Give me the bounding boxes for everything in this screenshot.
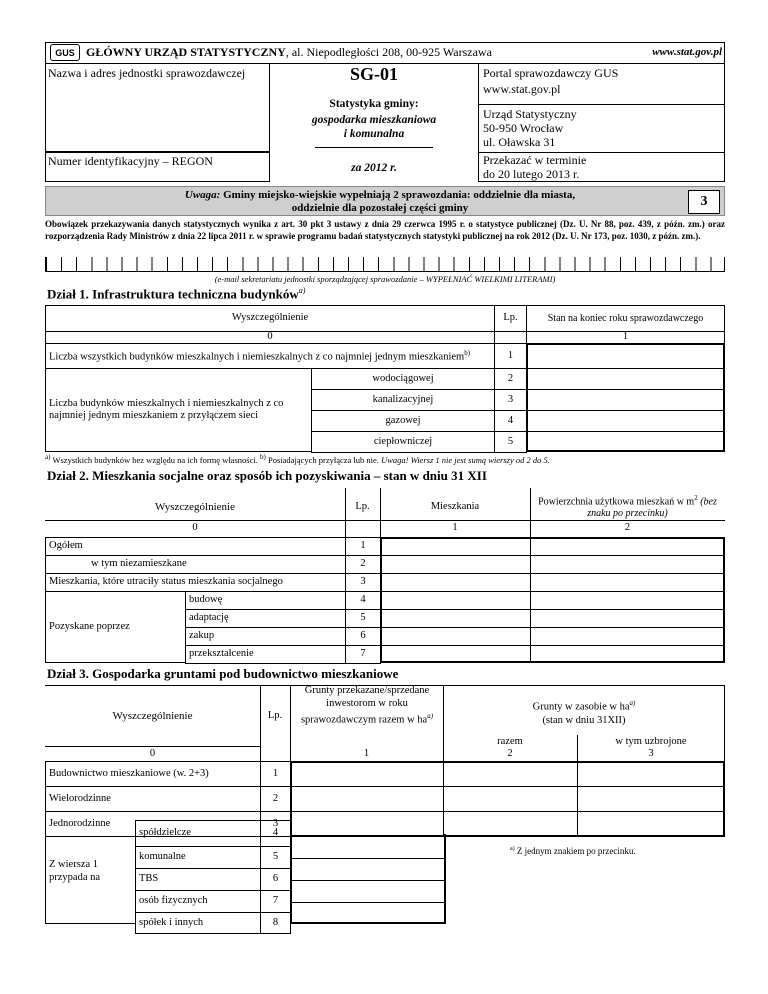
s2-h-m: Mieszkania (430, 500, 480, 512)
s3-footnote (510, 846, 636, 856)
s3-sub-lp: 7 (260, 890, 291, 913)
s3-fn-sup: a) (510, 846, 515, 852)
s1-title-sup: a) (298, 286, 306, 295)
s3-sub-label: spółdzielcze (135, 820, 261, 847)
s3-lp2: 2 (260, 786, 291, 812)
gus-logo: GUS (50, 44, 80, 61)
s2-title: Dział 2. Mieszkania socjalne oraz sposób ich pozyskiwania – stan w dniu 31 XII (47, 468, 487, 483)
s3-sub-lp: 6 (260, 868, 291, 891)
s1-value-lines (528, 368, 723, 452)
s3-title: Dział 3. Gospodarka gruntami pod budownictwo mieszkaniowe (47, 666, 399, 681)
s2-h-p1: Powierzchnia użytkowa mieszkań w m (538, 496, 695, 508)
deadline-line-1: Przekazać w terminie (483, 153, 587, 167)
website: www.stat.gov.pl (652, 46, 722, 58)
s3-h-uzbr: w tym uzbrojone (615, 736, 687, 747)
notice-text-1: Gminy miejsko-wiejskie wypełniają 2 sprawozdania: oddzielnie dla miasta, (220, 189, 576, 201)
notice-label: Uwaga: (184, 189, 221, 201)
s3-r3: Jednorodzinne (45, 811, 261, 837)
s3-sub-label: TBS (135, 868, 261, 891)
s3-h-g2b: (stan w dniu 31XII) (542, 714, 626, 726)
s2-sub-label: zakup (185, 627, 346, 646)
s1-row-label: wodociągowej (311, 368, 495, 390)
s1-fn-a-sup: a) (45, 453, 51, 461)
s3-lp1: 1 (260, 761, 291, 787)
s2-sub-label: przekształcenie (185, 645, 346, 664)
s2-h-desc: Wyszczególnienie (155, 500, 235, 513)
s1-fn-b-sup: b) (259, 453, 266, 461)
s3-h-lp: Lp. (267, 709, 283, 721)
s1-row-label: ciepłowniczej (311, 431, 495, 453)
s1-row1-sup: b) (464, 348, 471, 357)
unit-label: Nazwa i adres jednostki sprawozdawczej (48, 66, 246, 80)
s2-lp1: 1 (345, 537, 381, 556)
office-name: GŁÓWNY URZĄD STATYSTYCZNY (86, 45, 286, 59)
s3-n1: 1 (363, 748, 370, 759)
s2-input-row-lines (382, 555, 723, 663)
s1-fn-a: Wszystkich budynków bez względu na ich formę własności. (50, 454, 260, 465)
portal-line-1: Portal sprawozdawczy GUS (483, 66, 619, 80)
center-divider (315, 147, 433, 148)
email-input[interactable] (45, 257, 725, 272)
s3-r2: Wielorodzinne (45, 786, 261, 812)
s3-h-desc: Wyszczególnienie (112, 709, 193, 722)
s3-h-g2-text: Grunty w zasobie w ha (532, 701, 630, 713)
copy-number: 3 (688, 190, 720, 214)
s3-n0: 0 (149, 748, 156, 759)
form-subtitle-1: gospodarka mieszkaniowa (311, 114, 437, 126)
s1-row-lp: 4 (494, 410, 527, 432)
s3-r1: Budownictwo mieszkaniowe (w. 2+3) (45, 761, 261, 787)
s3-h-g2-sup: a) (629, 699, 636, 707)
legal-text: Obowiązek przekazywania danych statystycznych wynika z art. 30 pkt 3 ustawy z dnia 29 czerwca 1995 r. o statystyce publicznej (Dz. U. Nr 88, poz. 439, z późn. zm.) oraz rozporządzenia Rady Ministrów z dnia 22 lipca 2011 r. w sprawie programu badań statystycznych statystyki publicznej na rok 2012 (Dz. U. Nr 173, poz. 1030, z późn. zm.). (45, 219, 725, 241)
s1-row1-label (45, 343, 495, 369)
s1-n1: 1 (526, 331, 725, 344)
s1-row-lp: 5 (494, 431, 527, 453)
s3-input-top-row-lines (292, 786, 723, 836)
s2-sub-lp: 4 (345, 591, 381, 610)
s3-n2: 2 (507, 748, 513, 759)
period: za 2012 r. (351, 162, 397, 174)
s2-h-p-sup: 2 (694, 494, 698, 503)
s2-n1: 1 (452, 522, 458, 533)
s1-n0: 0 (45, 331, 495, 344)
s3-h-g1-text: Grunty przekazane/sprzedane inwestorom w roku sprawozdawczym razem w ha (300, 685, 430, 726)
form-title: Statystyka gminy: (329, 98, 419, 110)
office2-line-2: 50-950 Wrocław (483, 121, 564, 135)
regon-label: Numer identyfikacyjny – REGON (48, 154, 213, 168)
s2-r1: Ogółem (45, 537, 346, 556)
header-office-line (86, 45, 492, 60)
s2-lp3: 3 (345, 573, 381, 592)
s1-h-val: Stan na koniec roku sprawozdawczego (526, 305, 725, 332)
s1-h-desc: Wyszczególnienie (45, 305, 495, 332)
notice-text-2: oddzielnie dla pozostałej części gminy (291, 202, 469, 214)
s3-h-g2 (443, 697, 725, 727)
s1-group-label: Liczba budynków mieszkalnych i niemieszkalnych z co najmniej jednym mieszkaniem z przyłączem sieci (45, 368, 312, 452)
s2-vline-lp (345, 488, 346, 538)
s3-sub-lp: 8 (260, 912, 291, 934)
s1-row-label: gazowej (311, 410, 495, 432)
s3-hline-0 (45, 746, 260, 747)
s1-fn-b: Posiadających przyłącza lub nie. (265, 454, 382, 465)
s2-sub-label: adaptację (185, 609, 346, 628)
s1-footnote (45, 453, 550, 465)
s2-sub-label: budowę (185, 591, 346, 610)
notice-text (110, 189, 650, 215)
s3-h-g1-sup: a) (427, 712, 434, 720)
portal-line-2: www.stat.gov.pl (483, 82, 561, 96)
s3-n3: 3 (648, 748, 654, 759)
s3-input-bottom-row-lines (292, 858, 444, 924)
s2-sub-lp: 6 (345, 627, 381, 646)
email-caption: (e-mail sekretariatu jednostki sporządzającej sprawozdanie – WYPEŁNIAĆ WIELKIMI LITERAMI) (214, 274, 556, 284)
s3-sub-label: komunalne (135, 846, 261, 869)
s2-h-p2: (bez znaku po przecinku) (587, 496, 717, 520)
s2-header-frame (45, 520, 725, 521)
s2-group: Pozyskane poprzez (45, 591, 186, 663)
s2-lp2: 2 (345, 555, 381, 574)
s2-n0: 0 (192, 522, 198, 533)
s1-row-label: kanalizacyjnej (311, 389, 495, 411)
s3-sub-label: spółek i innych (135, 912, 261, 934)
s1-row-lp: 3 (494, 389, 527, 411)
s1-title-text: Dział 1. Infrastruktura techniczna budynków (47, 286, 299, 302)
s2-n2: 2 (624, 522, 631, 533)
s1-row-lp: 2 (494, 368, 527, 390)
s3-h-razem: razem (497, 736, 523, 747)
s3-h-g1 (292, 685, 442, 727)
s1-fn-note: Uwaga! Wiersz 1 nie jest sumą wierszy od 2 do 5. (381, 454, 550, 465)
deadline-line-2: do 20 lutego 2013 r. (483, 167, 580, 181)
form-code: SG-01 (349, 64, 398, 84)
s2-sub-lp: 5 (345, 609, 381, 628)
s2-sub-lp: 7 (345, 645, 381, 664)
s1-row1-text: Liczba wszystkich budynków mieszkalnych i niemieszkalnych z co najmniej jednym mieszkaniem (49, 351, 465, 363)
s2-r2: w tym niezamieszkane (45, 555, 346, 574)
s2-r3: Mieszkania, które utraciły status mieszkania socjalnego (45, 573, 346, 592)
s3-sub-lp: 4 (260, 820, 291, 847)
s3-sub-lp: 5 (260, 846, 291, 869)
s3-fn: Z jednym znakiem po przecinku. (514, 846, 636, 856)
s3-lp3: 3 (260, 811, 291, 837)
office-address: , al. Niepodległości 208, 00-925 Warszawa (285, 45, 492, 59)
office2-line-1: Urząd Statystyczny (483, 107, 577, 121)
s1-title (47, 286, 305, 302)
s1-row1-lp: 1 (494, 343, 527, 369)
office2-line-3: ul. Oławska 31 (483, 135, 556, 149)
form-subtitle-2: i komunalna (343, 128, 405, 140)
s1-h-lp: Lp. (494, 305, 527, 332)
s2-h-lp: Lp. (355, 500, 370, 512)
s3-sub-label: osób fizycznych (135, 890, 261, 913)
s3-group: Z wiersza 1 przypada na (45, 820, 136, 924)
